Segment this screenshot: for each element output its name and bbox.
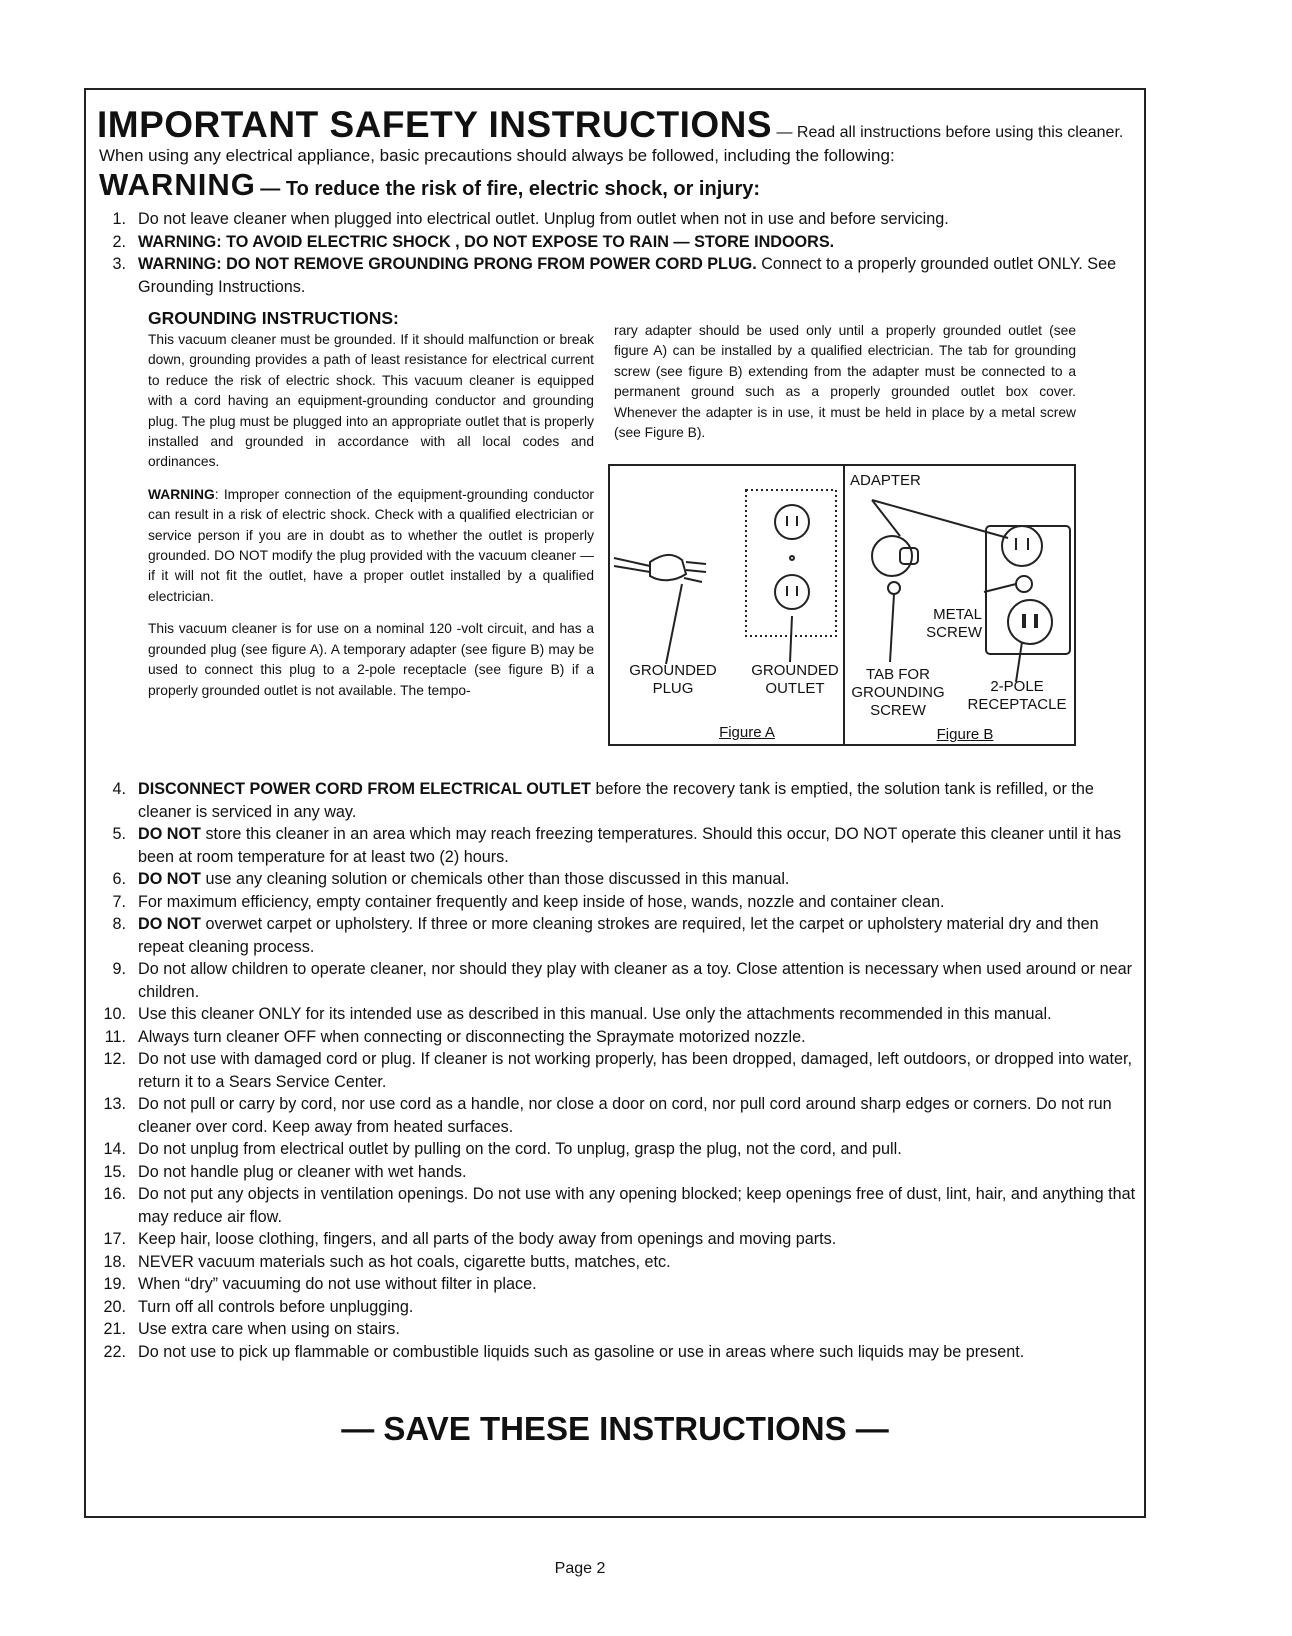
list-item: 13. Do not pull or carry by cord, nor use cord as a handle, nor close a door on cord, nor pull cord around sharp edges or corners. Do not run cleaner over cord. Keep away from heated surfaces.: [103, 1095, 1112, 1136]
grounding-left-column: [148, 330, 594, 713]
grounding-para-4: rary adapter should be used only until a properly grounded outlet (see figure A) can be installed by a qualified electrician. The tab for grounding screw (see figure B) extending from the adapter must be connected to a permanent ground such as a properly grounded outlet box cover. Whenever the adapter is in use, it must be held in place by a metal screw (see Figure B).: [614, 323, 1076, 441]
list-item: 16. Do not put any objects in ventilation openings. Do not use with any opening blocked; keep openings free of dust, lint, hair, and anything that may reduce air flow.: [103, 1185, 1136, 1226]
list-item: 21. Use extra care when using on stairs.: [103, 1320, 400, 1338]
grounded-plug-icon: [614, 555, 706, 664]
warning-text: — To reduce the risk of fire, electric shock, or injury:: [260, 178, 761, 200]
figures-box: [608, 464, 1076, 746]
list-item: 14. Do not unplug from electrical outlet by pulling on the cord. To unplug, grasp the plug, not the cord, and pull.: [103, 1140, 902, 1158]
safety-list-bottom: [92, 778, 1138, 1363]
list-item: 10. Use this cleaner ONLY for its intended use as described in this manual. Use only the attachments recommended in this manual.: [103, 1005, 1052, 1023]
list-item: 8. DO NOT overwet carpet or upholstery. If three or more cleaning strokes are required, let the carpet or upholstery material dry and then repeat cleaning process.: [112, 915, 1099, 956]
page-number: Page 2: [554, 1560, 606, 1577]
list-item: 2. WARNING: TO AVOID ELECTRIC SHOCK , DO NOT EXPOSE TO RAIN — STORE INDOORS.: [112, 232, 835, 251]
label-adapter: ADAPTER: [850, 472, 921, 489]
list-item: 15. Do not handle plug or cleaner with wet hands.: [103, 1162, 467, 1181]
grounded-outlet-icon: [746, 490, 836, 662]
grounding-para-3: This vacuum cleaner is for use on a nominal 120 -volt circuit, and has a grounded plug (see figure A). A temporary adapter (see figure B) may be used to connect this plug to a 2-pole receptacle (see figure B) if a properly grounded outlet is not available. The tempo-: [148, 621, 594, 698]
list-item: 11. Always turn cleaner OFF when connecting or disconnecting the Spraymate motorized nozzle.: [104, 1027, 806, 1046]
list-item: 1. Do not leave cleaner when plugged into electrical outlet. Unplug from outlet when not in use and before servicing.: [112, 210, 949, 228]
grounding-para-1: This vacuum cleaner must be grounded. If it should malfunction or break down, grounding provides a path of least resistance for electrical current to reduce the risk of electric shock. This vacuum cleaner is equipped with a cord having an equipment-grounding conductor and grounding plug. The plug must be plugged into an appropriate outlet that is properly installed and grounded in accordance with all local codes and ordinances.: [148, 332, 594, 470]
figure-a-caption: Figure A: [719, 724, 775, 741]
list-item: 19. When “dry” vacuuming do not use without filter in place.: [103, 1275, 537, 1293]
save-instructions-banner: — SAVE THESE INSTRUCTIONS —: [341, 1410, 889, 1447]
intro-text: When using any electrical appliance, basic precautions should always be followed, including the following:: [99, 146, 895, 165]
warning-heading: [99, 167, 760, 203]
title-main: IMPORTANT SAFETY INSTRUCTIONS: [97, 104, 773, 145]
list-item: 6. DO NOT use any cleaning solution or chemicals other than those discussed in this manual.: [112, 870, 790, 888]
page-title: [97, 104, 1123, 146]
label-metal-screw: METAL SCREW: [926, 606, 982, 641]
label-tab-grounding: TAB FOR GROUNDING SCREW: [851, 666, 945, 719]
grounding-right-column: [614, 321, 1076, 455]
list-item: 20. Turn off all controls before unplugging.: [103, 1297, 414, 1316]
list-item: 5. DO NOT store this cleaner in an area which may reach freezing temperatures. Should this occur, DO NOT operate this cleaner until it has been at room temperature for at least two (2) hours.: [112, 825, 1122, 866]
grounding-para-2: WARNING: Improper connection of the equipment-grounding conductor can result in a risk of electric shock. Check with a qualified electrician or service person if you are in doubt as to whether the outlet is properly grounded. DO NOT modify the plug provided with the vacuum cleaner — if it will not fit the outlet, have a proper outlet installed by a qualified electrician.: [148, 486, 594, 604]
grounding-heading: GROUNDING INSTRUCTIONS:: [148, 308, 399, 328]
list-item: 9. Do not allow children to operate cleaner, nor should they play with cleaner as a toy. Close attention is necessary when used around or near children.: [112, 960, 1133, 1001]
list-item: 18. NEVER vacuum materials such as hot coals, cigarette butts, matches, etc.: [103, 1252, 671, 1271]
adapter-receptacle-icon: [872, 500, 1070, 682]
safety-list-top: [92, 208, 1138, 298]
title-suffix: — Read all instructions before using this cleaner.: [776, 124, 1124, 141]
label-2-pole: 2-POLE RECEPTACLE: [967, 678, 1067, 713]
list-item: 22. Do not use to pick up flammable or combustible liquids such as gasoline or use in areas where such liquids may be present.: [103, 1342, 1025, 1361]
label-grounded-plug: GROUNDED PLUG: [629, 662, 717, 697]
list-item: 17. Keep hair, loose clothing, fingers, and all parts of the body away from openings and moving parts.: [103, 1230, 837, 1248]
list-item: 3. WARNING: DO NOT REMOVE GROUNDING PRONG FROM POWER CORD PLUG. Connect to a properly grounded outlet ONLY. See Grounding Instructions.: [112, 255, 1117, 296]
list-item: 4. DISCONNECT POWER CORD FROM ELECTRICAL OUTLET before the recovery tank is emptied, the solution tank is refilled, or the cleaner is serviced in any way.: [112, 780, 1094, 821]
list-item: 12. Do not use with damaged cord or plug. If cleaner is not working properly, has been dropped, damaged, left outdoors, or dropped into water, return it to a Sears Service Center.: [103, 1050, 1133, 1091]
figure-b-caption: Figure B: [936, 726, 994, 743]
label-grounded-outlet: GROUNDED OUTLET: [751, 662, 839, 697]
warning-word: WARNING: [99, 167, 256, 202]
list-item: 7. For maximum efficiency, empty container frequently and keep inside of hose, wands, nozzle and container clean.: [112, 892, 945, 911]
